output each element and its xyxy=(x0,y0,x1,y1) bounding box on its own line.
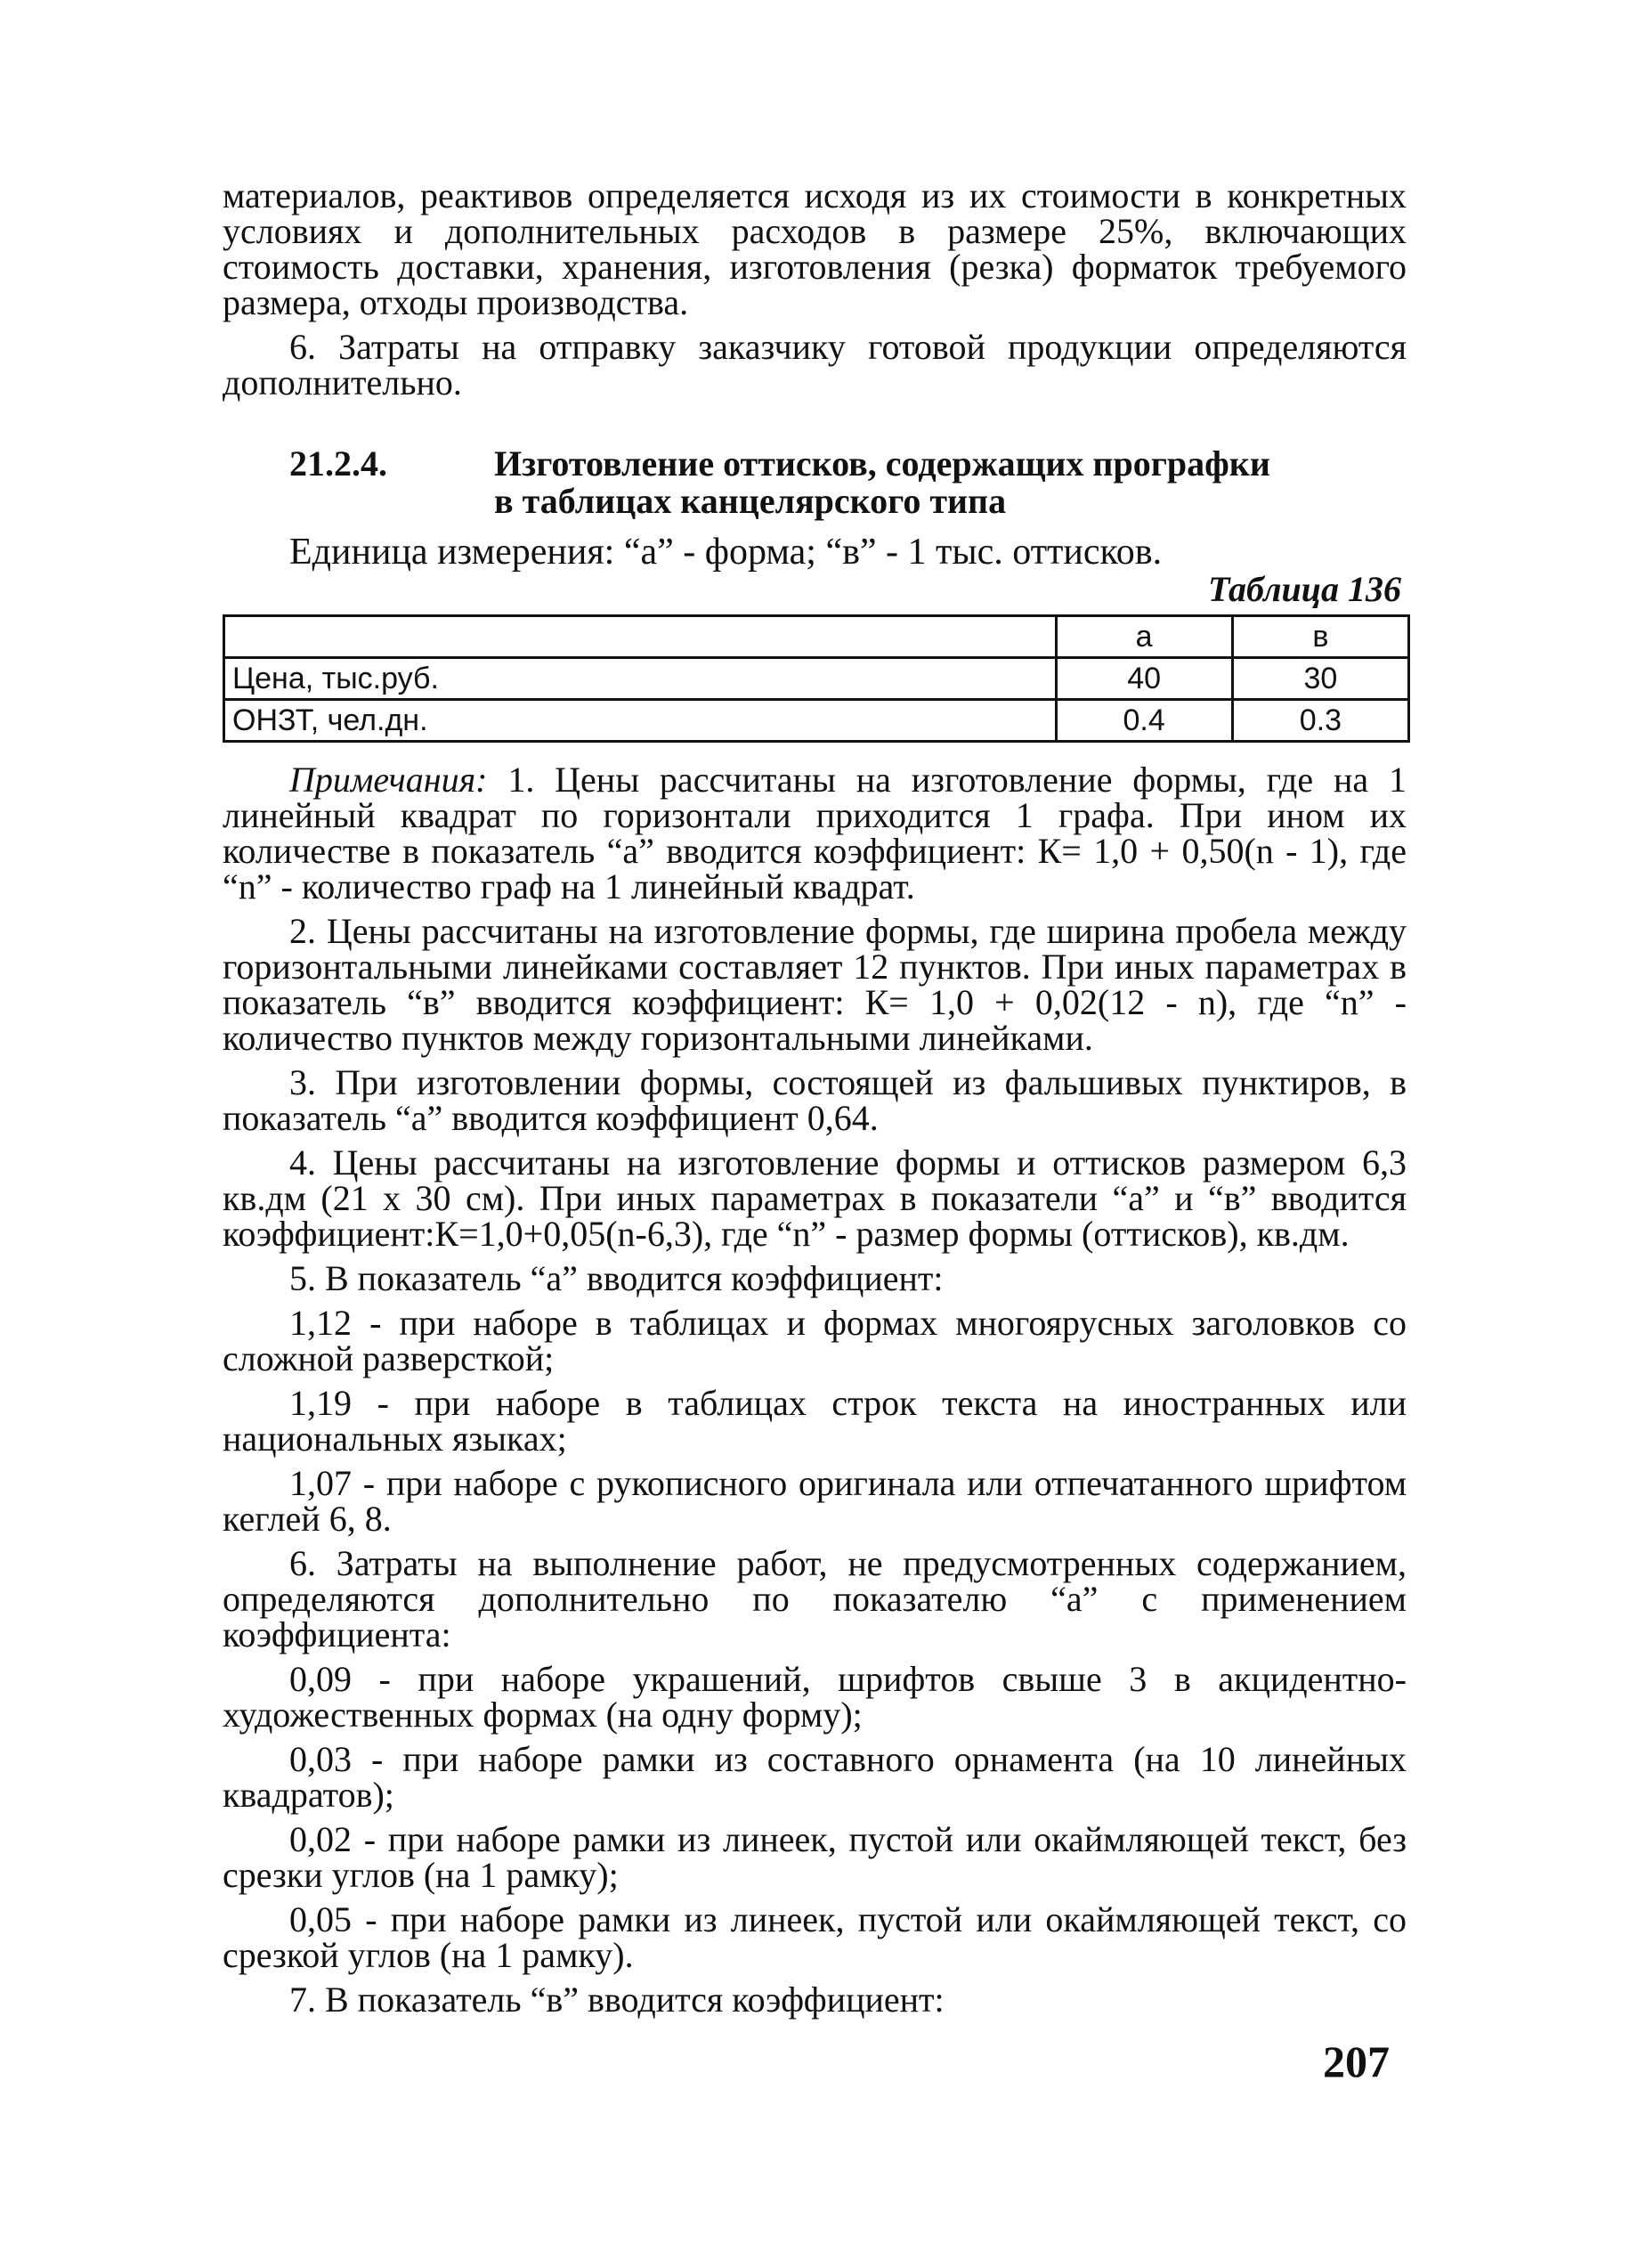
table-cell: 0.3 xyxy=(1232,700,1408,742)
table-header-row xyxy=(224,616,1409,658)
note-1 xyxy=(223,762,1407,905)
table-cell-label: Цена, тыс.руб. xyxy=(224,658,1057,700)
table-cell: 30 xyxy=(1232,658,1408,700)
table-row xyxy=(224,700,1409,742)
note-7: 7. В показатель “в” вводится коэффициент: xyxy=(289,1979,945,2020)
section-heading xyxy=(223,445,1407,520)
note-6-item: 0,05 - при наборе рамки из линеек, пустой или окаймляющей текст, со срезкой углов (на 1 рамку). xyxy=(223,1899,1407,1975)
note-6: 6. Затраты на выполнение работ, не предусмотренных содержанием, определяются дополнительно по показателю “а” с применением коэффициента: xyxy=(223,1543,1407,1654)
note-5-item: 1,19 - при наборе в таблицах строк текста на иностранных или национальных языках; xyxy=(223,1383,1407,1459)
note-4: 4. Цены рассчитаны на изготовление формы и оттисков размером 6,3 кв.дм (21 х 30 см). При иных параметрах в показатели “а” и “в” вводится коэффициент:К=1,0+0,05(n-6,3), где “n” - размер формы (оттисков), кв.дм. xyxy=(223,1142,1407,1254)
notes-label: Примечания: xyxy=(289,760,488,800)
section-number: 21.2.4. xyxy=(289,443,387,484)
price-table xyxy=(223,614,1410,743)
note-3: 3. При изготовлении формы, состоящей из фальшивых пунктиров, в показатель “а” вводится коэффициент 0,64. xyxy=(223,1062,1407,1138)
section-title-line1: Изготовление оттисков, содержащих прографки xyxy=(494,443,1270,484)
table-header-cell: в xyxy=(1232,616,1408,658)
table-row xyxy=(224,658,1409,700)
table-cell-label: ОНЗТ, чел.дн. xyxy=(224,700,1057,742)
table-header-cell: а xyxy=(1056,616,1232,658)
table-caption: Таблица 136 xyxy=(1208,569,1401,609)
note-5-item: 1,12 - при наборе в таблицах и формах многоярусных заголовков со сложной разверсткой; xyxy=(223,1303,1407,1378)
note-6-item: 0,03 - при наборе рамки из составного орнамента (на 10 линейных квадратов); xyxy=(223,1739,1407,1815)
intro-item-6: 6. Затраты на отправку заказчику готовой продукции определяются дополнительно. xyxy=(223,327,1407,402)
units-line: Единица измерения: “а” - форма; “в” - 1 тыс. оттисков. xyxy=(289,532,1163,573)
note-6-item: 0,02 - при наборе рамки из линеек, пустой или окаймляющей текст, без срезки углов (на 1 рамку); xyxy=(223,1819,1407,1895)
note-5-item: 1,07 - при наборе с рукописного оригинала или отпечатанного шрифтом кеглей 6, 8. xyxy=(223,1463,1407,1539)
table-cell: 0.4 xyxy=(1056,700,1232,742)
note-1-text: 1. Цены рассчитаны на изготовление формы, где на 1 линейный квадрат по горизонтали приходится 1 графа. При ином их количестве в показатель “а” вводится коэффициент: К= 1,0 + 0,50(n - 1), где “n” - количество граф на 1 линейный квадрат. xyxy=(223,760,1407,906)
table-cell: 40 xyxy=(1056,658,1232,700)
note-6-item: 0,09 - при наборе украшений, шрифтов свыше 3 в акцидентно-художественных формах (на одну форму); xyxy=(223,1659,1407,1735)
note-2: 2. Цены рассчитаны на изготовление формы, где ширина пробела между горизонтальными линейками составляет 12 пунктов. При иных параметрах в показатель “в” вводится коэффициент: К= 1,0 + 0,02(12 - n), где “n” - количество пунктов между горизонтальными линейками. xyxy=(223,911,1407,1058)
section-title-line2: в таблицах канцелярского типа xyxy=(494,481,1007,521)
page-content xyxy=(223,175,1407,2020)
table-header-cell xyxy=(224,616,1057,658)
note-5: 5. В показатель “а” вводится коэффициент: xyxy=(289,1258,944,1298)
page-number: 207 xyxy=(1323,2036,1390,2086)
intro-paragraph: материалов, реактивов определяется исходя из их стоимости в конкретных условиях и дополнительных расходов в размере 25%, включающих стоимость доставки, хранения, изготовления (резка) форматок требуемого размера, отходы производства. xyxy=(223,175,1407,322)
